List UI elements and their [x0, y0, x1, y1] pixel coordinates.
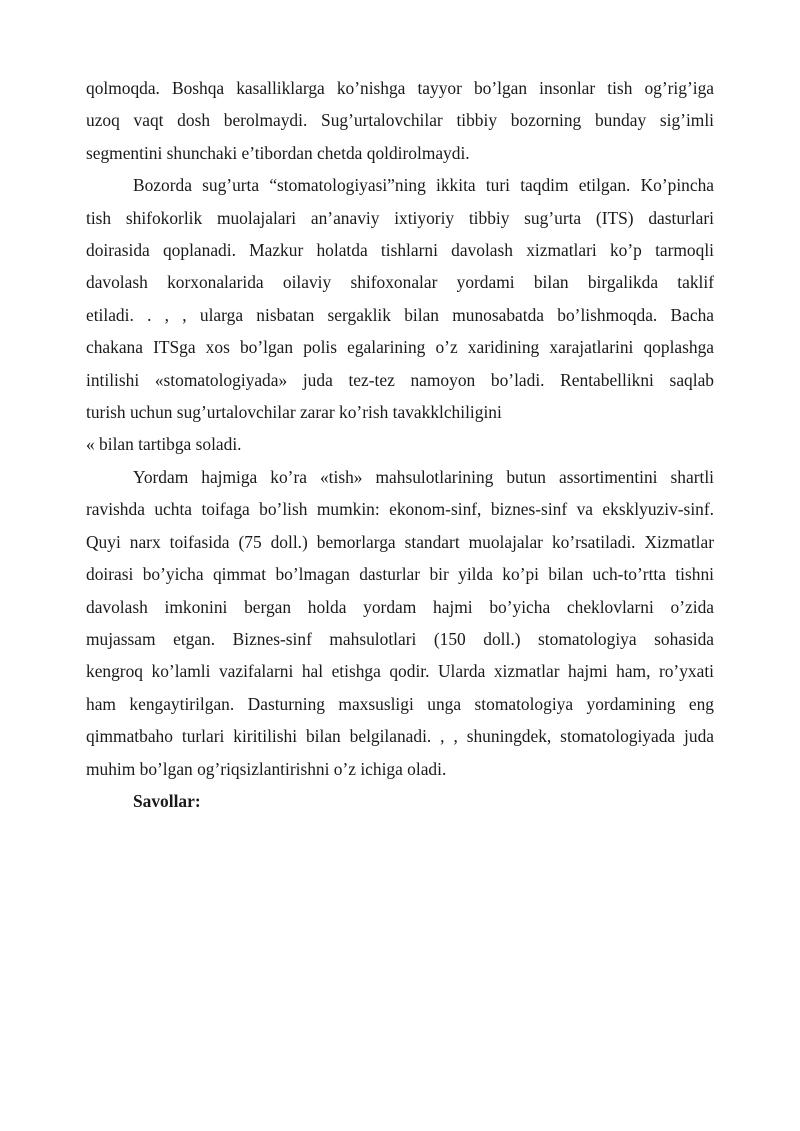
paragraph-3-line: Quyi narx toifasida (75 doll.) bemorlarga standart muolajalar ko’rsatiladi. Xizmatlar — [86, 531, 714, 552]
paragraph-3-line: ravishda uchta toifaga bo’lish mumkin: ekonom-sinf, biznes-sinf va eksklyuziv-sinf. — [86, 499, 714, 520]
paragraph-3-line: muhim bo’lgan og’riqsizlantirishni o’z ichiga oladi. — [86, 758, 447, 779]
paragraph-3-line: kengroq ko’lamli vazifalarni hal etishga qodir. Ularda xizmatlar hajmi ham, ro’yxati — [86, 661, 714, 682]
paragraph-2-line: intilishi «stomatologiyada» juda tez-tez namoyon bo’ladi. Rentabellikni saqlab — [86, 369, 714, 390]
paragraph-3-line: Yordam hajmiga ko’ra «tish» mahsulotlarining butun assortimentini shartli — [133, 466, 714, 487]
paragraph-2-line: davolash korxonalarida oilaviy shifoxonalar yordami bilan birgalikda taklif — [86, 272, 714, 293]
paragraph-2-line: tish shifokorlik muolajalari an’anaviy ixtiyoriy tibbiy sug’urta (ITS) dasturlari — [86, 207, 714, 228]
paragraph-3 — [86, 461, 714, 785]
paragraph-1 — [86, 72, 714, 169]
paragraph-2-line: etiladi. . , , ularga nisbatan sergaklik bilan munosabatda bo’lishmoqda. Bacha — [86, 304, 714, 325]
paragraph-2-line: turish uchun sug’urtalovchilar zarar ko’rish tavakklchiligini — [86, 402, 502, 423]
paragraph-2 — [86, 169, 714, 461]
paragraph-2-line: Bozorda sug’urta “stomatologiyasi”ning ikkita turi taqdim etilgan. Ko’pincha — [133, 175, 714, 196]
paragraph-2-line: chakana ITSga xos bo’lgan polis egalarining o’z xaridining xarajatlarini qoplashga — [86, 337, 714, 358]
document-body — [86, 72, 714, 817]
paragraph-1-line: uzoq vaqt dosh berolmaydi. Sug’urtalovchilar tibbiy bozorning bunday sig’imli — [86, 110, 714, 131]
paragraph-2-line: doirasida qoplanadi. Mazkur holatda tishlarni davolash xizmatlari ko’p tarmoqli — [86, 240, 714, 261]
paragraph-3-line: davolash imkonini bergan holda yordam hajmi bo’yicha cheklovlarni o’zida — [86, 596, 714, 617]
section-heading: Savollar: — [133, 790, 201, 811]
paragraph-3-line: mujassam etgan. Biznes-sinf mahsulotlari (150 doll.) stomatologiya sohasida — [86, 628, 714, 649]
paragraph-2-line: « bilan tartibga soladi. — [86, 434, 242, 455]
paragraph-3-line: ham kengaytirilgan. Dasturning maxsusligi unga stomatologiya yordamining eng — [86, 693, 714, 714]
paragraph-3-line: qimmatbaho turlari kiritilishi bilan belgilanadi. , , shuningdek, stomatologiyada juda — [86, 726, 714, 747]
paragraph-1-line: segmentini shunchaki e’tibordan chetda qoldirolmaydi. — [86, 142, 470, 163]
paragraph-1-line: qolmoqda. Boshqa kasalliklarga ko’nishga tayyor bo’lgan insonlar tish og’rig’iga — [86, 78, 714, 98]
paragraph-3-line: doirasi bo’yicha qimmat bo’lmagan dasturlar bir yilda ko’pi bilan uch-to’rtta tishni — [86, 564, 714, 585]
